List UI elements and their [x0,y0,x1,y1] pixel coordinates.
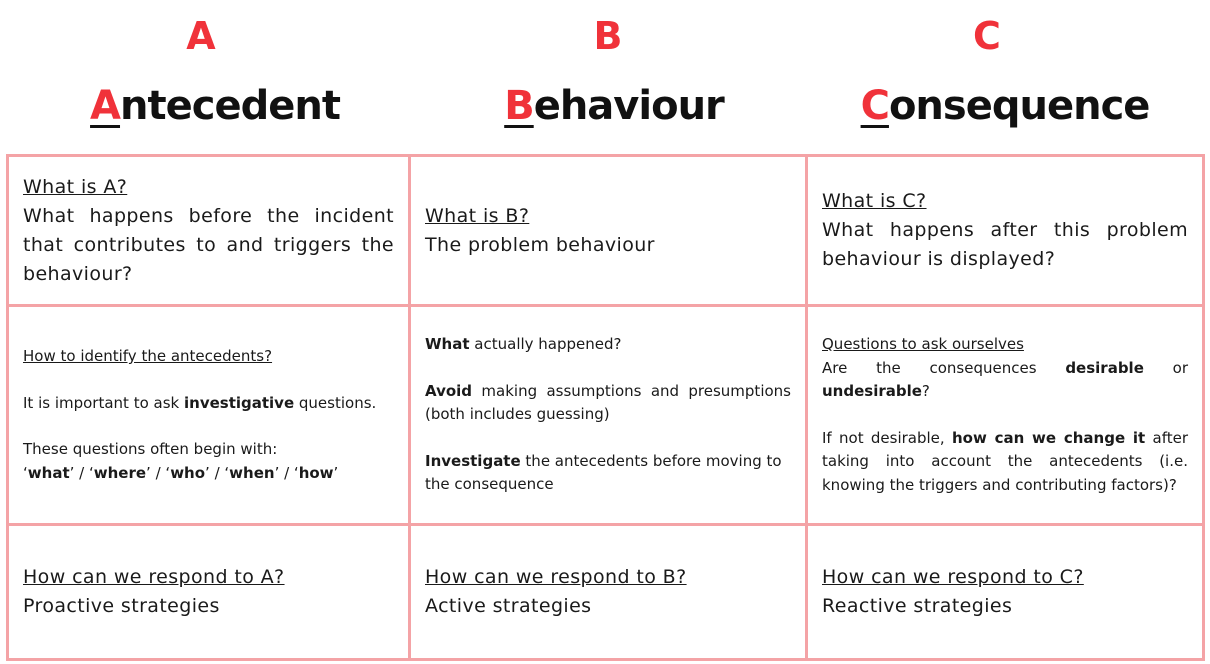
behaviour-paragraph-3: Investigate the antecedents before moving to the consequence [425,451,782,494]
heading-antecedent-rest: ntecedent [120,83,340,129]
cell-behaviour-details [410,306,807,525]
identify-paragraph-1: It is important to ask investigative questions. [23,393,377,412]
consequence-paragraph-2: If not desirable, how can we change it after taking into account the antecedents (i.e. knowing the triggers and contributing factors)? [822,428,1188,494]
what-is-c-answer: What happens after this problem behaviour is displayed? [822,219,1188,270]
respond-b-answer: Active strategies [425,595,592,617]
respond-c-question: How can we respond to C? [822,566,1084,588]
behaviour-paragraph-2: Avoid making assumptions and presumptions (both includes guessing) [425,381,791,424]
heading-antecedent-initial: A [90,83,121,129]
heading-consequence-initial: C [860,83,889,129]
what-is-b-question: What is B? [425,204,530,227]
respond-a-answer: Proactive strategies [23,595,220,617]
cell-what-is-b [410,156,807,306]
letter-b: B [593,14,623,58]
identify-question: How to identify the antecedents? [23,347,273,365]
letter-c: C [973,14,1001,58]
what-is-a-answer: What happens before the incident that contributes to and triggers the behaviour? [23,204,394,285]
cell-respond-c [807,525,1204,660]
heading-consequence [805,80,1205,132]
heading-consequence-rest: onsequence [888,83,1150,129]
heading-antecedent [15,80,415,132]
ask-ourselves-heading: Questions to ask ourselves [822,335,1024,353]
cell-respond-b [410,525,807,660]
what-is-b-answer: The problem behaviour [425,233,655,256]
cell-what-is-a [8,156,410,306]
table-row-details [8,306,1204,525]
heading-behaviour-initial: B [504,83,534,129]
question-words: ‘what’ / ‘where’ / ‘who’ / ‘when’ / ‘how’ [23,463,339,482]
table-row-definitions [8,156,1204,306]
identify-paragraph-2: These questions often begin with: [23,440,278,458]
cell-identify-antecedents [8,306,410,525]
consequence-paragraph-1: Are the consequences desirable or undesirable? [822,358,1188,400]
letter-a: A [186,14,216,58]
what-is-a-question: What is A? [23,175,128,198]
respond-a-question: How can we respond to A? [23,566,285,588]
heading-behaviour [414,80,814,132]
heading-behaviour-rest: ehaviour [533,83,724,129]
respond-c-answer: Reactive strategies [822,595,1013,617]
table-row-responses [8,525,1204,660]
abc-table [6,154,1205,661]
behaviour-paragraph-1: What actually happened? [425,335,622,354]
cell-what-is-c [807,156,1204,306]
cell-consequence-questions [807,306,1204,525]
what-is-c-question: What is C? [822,190,927,212]
cell-respond-a [8,525,410,660]
respond-b-question: How can we respond to B? [425,566,687,588]
